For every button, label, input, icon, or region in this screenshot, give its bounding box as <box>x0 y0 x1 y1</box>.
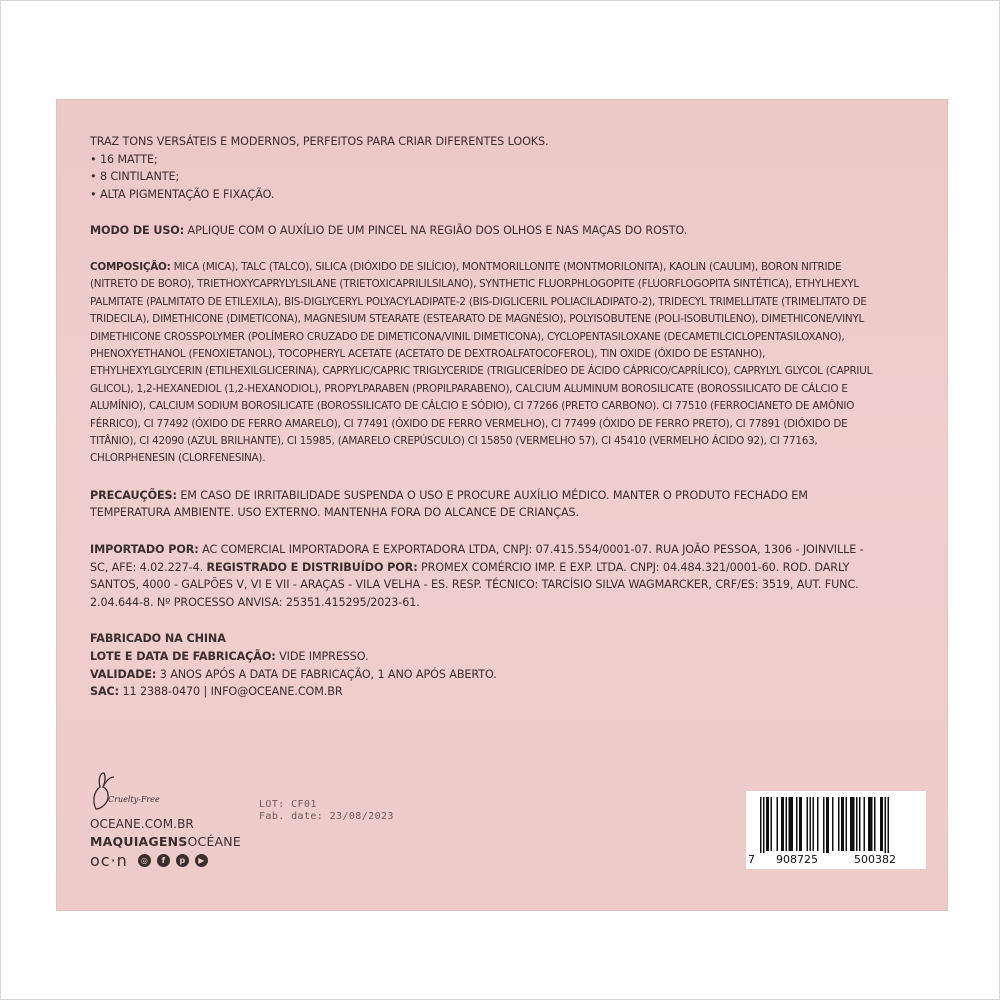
lot-stamp <box>259 799 394 823</box>
composition-section <box>90 259 905 468</box>
barcode-bar <box>771 797 773 851</box>
origin-section <box>90 630 905 700</box>
barcode-bar <box>874 797 876 851</box>
barcode-bar <box>807 797 809 851</box>
logo-row <box>90 851 290 870</box>
composition-line: TITÂNIO), CI 42090 (AZUL BRILHANTE), CI 15985, (AMARELO CREPÚSCULO) CI 15850 (VERMELHO 57), CI 45410 (VERMELHO ÁCIDO 92), CI 77163, <box>90 435 818 448</box>
composition-line: CHLORPHENESIN (CLORFENESINA). <box>90 452 266 465</box>
validity-text: 3 ANOS APÓS A DATA DE FABRICAÇÃO, 1 ANO APÓS ABERTO. <box>156 667 497 681</box>
composition-label: COMPOSIÇÃO: <box>90 260 171 273</box>
barcode-bar <box>799 797 802 851</box>
intro-bullet-shimmer: • 8 CINTILANTE; <box>90 170 180 184</box>
barcode-bar <box>789 797 794 851</box>
fabrication-date: Fab. date: 23/08/2023 <box>259 811 394 822</box>
lot-label: LOTE E DATA DE FABRICAÇÃO: <box>90 650 276 663</box>
barcode-bar <box>823 797 825 853</box>
barcode-bar <box>859 797 861 851</box>
label-text <box>90 133 905 720</box>
importer-text: SC, AFE: 4.02.227-4. <box>90 560 207 574</box>
barcode-digits-right: 500382 <box>854 853 896 866</box>
barcode-bar <box>777 797 779 851</box>
lot-text: VIDE IMPRESSO. <box>275 650 369 663</box>
barcode-bar <box>868 797 873 851</box>
barcode-bar <box>826 797 829 853</box>
sac-text: 11 2388-0470 | INFO@OCEANE.COM.BR <box>119 685 343 699</box>
importer-text: AC COMERCIAL IMPORTADORA E EXPORTADORA LTDA, CNPJ: 07.415.554/0001-07. RUA JOÃO PESSOA, 1306 - JOINVILLE - <box>198 543 864 557</box>
barcode-bars <box>746 791 926 853</box>
brand-handle <box>90 834 290 849</box>
barcode-bar <box>864 797 866 851</box>
made-in-china: FABRICADO NA CHINA <box>90 632 226 646</box>
bunny-icon <box>90 771 130 811</box>
importer-section <box>90 541 905 611</box>
youtube-icon: ▶ <box>195 854 208 867</box>
composition-line: PALMITATE (PALMITATO DE ETILEXILA), BIS-DIGLYCERYL POLYACYLADIPATE-2 (BIS-DIGLICERIL POLIACILADIPATO-2), TRIDECYL TRIMELLITATE (TRIMELITATO DE <box>90 295 867 308</box>
distributor-text: PROMEX COMÉRCIO IMP. E EXP. LTDA. CNPJ: 04.484.321/0001-60. ROD. DARLY <box>417 560 850 574</box>
instagram-icon: ◎ <box>138 854 151 867</box>
importer-label: IMPORTADO POR: <box>90 543 199 557</box>
brand-logo: oc·n <box>90 851 128 870</box>
barcode-bar <box>841 797 844 851</box>
barcode-bar <box>763 797 765 853</box>
cruelty-free-label: Cruelty-Free <box>108 795 160 804</box>
usage-label: MODO DE USO: <box>90 224 185 238</box>
barcode-bar <box>786 797 788 851</box>
composition-line: GLICOL), 1,2-HEXANEDIOL (1,2-HEXANODIOL), PROPYLPARABEN (PROPILPARABENO), CALCIUM ALUMINUM BOROSILICATE (BOROSSILICATO DE CÁLCIO E <box>90 382 848 395</box>
website-label: OCEANE.COM.BR <box>90 817 194 831</box>
distributor-label: REGISTRADO E DISTRIBUÍDO POR: <box>206 560 418 574</box>
barcode-digit-prefix: 7 <box>748 853 755 866</box>
usage-section <box>90 222 905 240</box>
composition-line: COMPOSIÇÃO: MICA (MICA), TALC (TALCO), SILICA (DIÓXIDO DE SILÍCIO), MONTMORILLONITE (MONTMORILONITA), KAOLIN (CAULIM), BORON NITRIDE <box>90 260 842 273</box>
barcode-bar <box>781 797 784 851</box>
composition-line: ETHYLHEXYLGLYCERIN (ETILHEXILGLICERINA), CAPRYLIC/CAPRIC TRIGLYCERIDE (TRIGLICERÍDEO DE ÁCIDO CÁPRICO/CAPRÍLICO), CAPRYLYL GLYCOL (CAPRIUL <box>90 365 873 378</box>
barcode-bar <box>838 797 840 851</box>
barcode-bar <box>817 797 819 851</box>
distributor-text: SANTOS, 4000 - GALPÕES V, VI E VII - ARAÇAS - VILA VELHA - ES. RESP. TÉCNICO: TARCÍSIO SILVA WAGMARCKER, CRF/ES: 3519, AUT. FUNC. <box>90 578 859 592</box>
barcode <box>746 791 926 869</box>
sac-label: SAC: <box>90 685 119 699</box>
pinterest-icon: p <box>176 854 189 867</box>
precautions-text: EM CASO DE IRRITABILIDADE SUSPENDA O USO E PROCURE AUXÍLIO MÉDICO. MANTER O PRODUTO FECHADO EM <box>176 488 808 502</box>
composition-line: FÉRRICO), CI 77492 (ÓXIDO DE FERRO AMARELO), CI 77491 (ÓXIDO DE FERRO VERMELHO), CI 77499 (ÓXIDO DE FERRO PRETO), CI 77891 (DIÓXIDO DE <box>90 417 848 430</box>
product-box-back <box>56 99 948 911</box>
composition-line: ALUMÍNIO), CALCIUM SODIUM BOROSILICATE (BOROSSILICATO DE CÁLCIO E SÓDIO), CI 77266 (PRETO CARBONO). CI 77510 (FERROCIANETO DE AMÔNIO <box>90 400 855 413</box>
precautions-label: PRECAUÇÕES: <box>90 488 177 502</box>
barcode-digits-left: 908725 <box>776 853 818 866</box>
precautions-section <box>90 487 905 522</box>
anvisa-text: 2.04.644-8. Nº PROCESSO ANVISA: 25351.415295/2023-61. <box>90 595 420 609</box>
barcode-bar <box>813 797 815 851</box>
barcode-bar <box>850 797 855 851</box>
composition-line: (NITRETO DE BORO), TRIETHOXYCAPRYLYLSILANE (TRIETOXICAPRILILSILANO), SYNTHETIC FLUORPHLOGOPITE (FLUORFLOGOPITA SINTÉTICA), ETHYLHEXYL <box>90 278 859 291</box>
barcode-bar <box>796 797 798 851</box>
facebook-icon: f <box>157 854 170 867</box>
intro-section <box>90 133 905 203</box>
barcode-bar <box>846 797 848 851</box>
precautions-text: TEMPERATURA AMBIENTE. USO EXTERNO. MANTENHA FORA DO ALCANCE DE CRIANÇAS. <box>90 506 579 520</box>
intro-line: TRAZ TONS VERSÁTEIS E MODERNOS, PERFEITOS PARA CRIAR DIFERENTES LOOKS. <box>90 135 549 148</box>
barcode-bar <box>885 797 887 853</box>
composition-line: PHENOXYETHANOL (FENOXIETANOL), TOCOPHERYL ACETATE (ACETATO DE DEXTROALFATOCOFEROL), TIN OXIDE (ÓXIDO DE ESTANHO), <box>90 348 766 360</box>
composition-line: DIMETHICONE CROSSPOLYMER (POLÍMERO CRUZADO DE DIMETICONA/VINIL DIMETICONA), CYCLOPENTASILOXANE (DECAMETILCICLOPENTASILOXANO), <box>90 330 845 343</box>
barcode-bar <box>832 797 834 851</box>
brand-handle-bold: MAQUIAGENS <box>90 834 188 849</box>
barcode-bar <box>766 797 769 851</box>
brand-handle-thin: OCÉANE <box>187 834 241 849</box>
usage-text: APLIQUE COM O AUXÍLIO DE UM PINCEL NA REGIÃO DOS OLHOS E NAS MAÇAS DO ROSTO. <box>184 224 688 238</box>
barcode-bar <box>760 797 762 853</box>
barcode-bar <box>810 797 812 851</box>
validity-label: VALIDADE: <box>90 667 157 681</box>
lot-number: LOT: CF01 <box>259 799 317 810</box>
intro-bullet-matte: • 16 MATTE; <box>90 152 158 166</box>
intro-bullet-pigment: • ALTA PIGMENTAÇÃO E FIXAÇÃO. <box>90 187 275 201</box>
barcode-bar <box>888 797 890 853</box>
barcode-bar <box>856 797 858 851</box>
barcode-bar <box>880 797 883 851</box>
composition-line: TRIDECILA), DIMETHICONE (DIMETICONA), MAGNESIUM STEARATE (ESTEARATO DE MAGNÉSIO), POLYISOBUTENE (POLI-ISOBUTILENO), DIMETHICONE/VINYL <box>90 313 865 326</box>
